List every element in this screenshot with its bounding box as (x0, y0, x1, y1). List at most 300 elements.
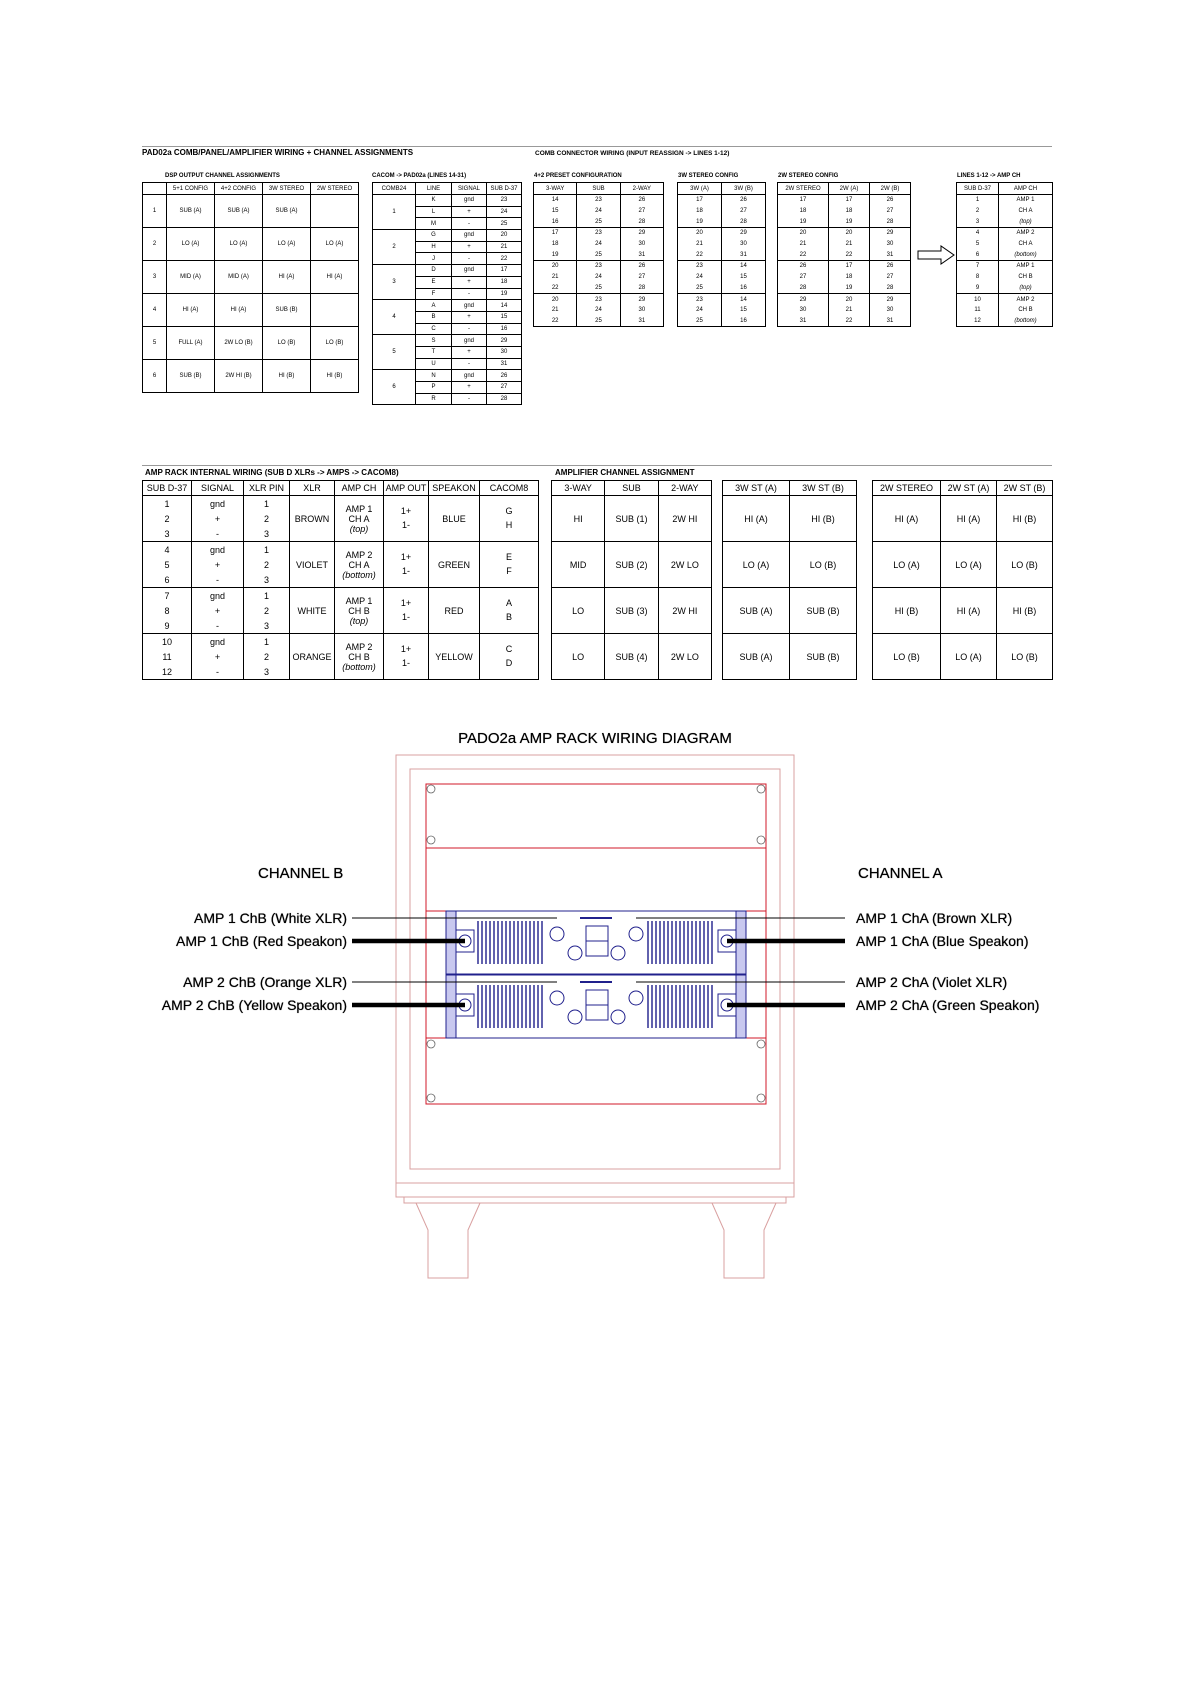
stereo3w-cell: 22 (678, 249, 722, 260)
dsp-cell: MID (A) (167, 261, 215, 294)
stereo2w-cell: 21 (778, 239, 829, 250)
rack-signal: + (192, 649, 244, 664)
cacom-signal: + (452, 346, 487, 358)
stereo3w-cell: 19 (678, 216, 722, 227)
dsp-cell: SUB (A) (167, 195, 215, 228)
cacom-signal: + (452, 241, 487, 253)
cacom-header: SIGNAL (452, 183, 487, 195)
rack-cacom8-line: C (505, 643, 513, 654)
rack-amp-ch-line: AMP 2 (345, 641, 373, 652)
rack-cacom8-line: F (506, 565, 512, 576)
cacom-title: CACOM -> PAD02a (LINES 14-31) (372, 173, 467, 179)
stereo3w-cell: 25 (678, 316, 722, 327)
cacom-sub-d: 30 (487, 346, 522, 358)
amp-1-xlr-a (629, 927, 643, 941)
rack-cacom8-line: A (505, 597, 512, 608)
rack-sub-d: 2 (143, 511, 192, 526)
dsp-cell: LO (A) (311, 228, 359, 261)
lines-sub-d: 9 (957, 283, 999, 294)
lines-amp-ch: AMP 2 (999, 294, 1053, 305)
amp-assign-header: 3-WAY (552, 481, 605, 496)
cacom-signal: - (452, 288, 487, 300)
rack-xlr-pin: 1 (244, 588, 290, 604)
stereo3w-cell: 31 (722, 249, 766, 260)
cacom-signal: + (452, 311, 487, 323)
cacom-header: COMB24 (373, 183, 416, 195)
amp-assign-cell: SUB (B) (790, 634, 857, 680)
stereo2w-cell: 22 (778, 249, 829, 260)
preset42-cell: 29 (620, 228, 663, 239)
dsp-cell: SUB (A) (215, 195, 263, 228)
dsp-cell: LO (A) (263, 228, 311, 261)
cacom-line: B (416, 311, 452, 323)
stereo2w-cell: 20 (778, 228, 829, 239)
rack-speakon-color: YELLOW (429, 634, 480, 680)
rack-screw (427, 1040, 435, 1048)
rack-screw (757, 1094, 765, 1102)
preset42-cell: 22 (534, 283, 577, 294)
preset42-cell: 18 (534, 239, 577, 250)
amp-assign-cell: LO (A) (941, 542, 997, 588)
rack-xlr-pin: 3 (244, 572, 290, 588)
stereo3w-cell: 30 (722, 239, 766, 250)
channel-b-label: CHANNEL B (258, 865, 344, 882)
cacom-line: S (416, 335, 452, 347)
dsp-cell: 2W HI (B) (215, 360, 263, 393)
cacom-line: E (416, 276, 452, 288)
amplifier-2 (446, 975, 746, 1038)
amp-assign-cell: LO (552, 634, 605, 680)
amp-assign-cell: HI (B) (997, 496, 1053, 542)
dsp-cell: HI (B) (311, 360, 359, 393)
rack-screw (757, 836, 765, 844)
rack-amp-out-line: 1- (401, 611, 410, 622)
rack-amp-out-line: 1+ (400, 551, 412, 562)
preset42-cell: 24 (577, 305, 620, 316)
rack-leg-left (416, 1203, 480, 1278)
stereo3w-cell: 29 (722, 228, 766, 239)
preset42-cell: 30 (620, 239, 663, 250)
stereo2w-cell: 29 (870, 228, 911, 239)
stereo2w-cell: 29 (870, 294, 911, 305)
cacom-signal: + (452, 206, 487, 218)
cacom-signal: gnd (452, 195, 487, 207)
rack-cacom8-line: B (505, 611, 512, 622)
preset42-cell: 17 (534, 228, 577, 239)
cacom-signal: - (452, 323, 487, 335)
stereo2w-cell: 28 (778, 283, 829, 294)
amp-1-xlr-b (550, 927, 564, 941)
rack-amp-ch-line: (bottom) (342, 569, 376, 580)
stereo2w-cell: 19 (829, 283, 870, 294)
amp-1-heatsink-right (648, 921, 712, 964)
rack-sub-d: 7 (143, 588, 192, 604)
rack-cacom8-line: E (505, 551, 512, 562)
rack-amp-ch-line: (bottom) (342, 661, 376, 672)
channel-a-label: CHANNEL A (858, 865, 943, 882)
rack-amp-ch-line: (top) (349, 615, 369, 626)
preset42-cell: 16 (534, 216, 577, 227)
stereo2w-cell: 31 (778, 316, 829, 327)
comb-wiring-title: COMB CONNECTOR WIRING (INPUT REASSIGN -> LINES 1-12) (535, 150, 730, 157)
rack-amp-ch-line: CH B (348, 605, 370, 616)
rack-xlr-pin: 2 (244, 511, 290, 526)
stereo3w-cell: 24 (678, 305, 722, 316)
cacom-line: F (416, 288, 452, 300)
rack-screw (757, 785, 765, 793)
cacom-line: R (416, 393, 452, 405)
preset42-cell: 14 (534, 195, 577, 206)
amp-assign-cell: SUB (3) (605, 588, 658, 634)
preset42-cell: 31 (620, 316, 663, 327)
cacom-sub-d: 31 (487, 358, 522, 370)
amp-assign-cell: SUB (A) (723, 634, 790, 680)
rack-xlr-color: BROWN (290, 496, 335, 542)
rack-signal: - (192, 664, 244, 680)
amp-assign-cell: LO (A) (723, 542, 790, 588)
preset42-cell: 24 (577, 272, 620, 283)
rack-xlr-pin: 2 (244, 603, 290, 618)
stereo3w-cell: 17 (678, 195, 722, 206)
rack-amp-ch-line: CH A (348, 513, 370, 524)
lines-amp-ch: (top) (999, 283, 1053, 294)
rack-sub-d: 5 (143, 557, 192, 572)
dsp-row-number: 1 (143, 195, 167, 228)
cacom-sub-d: 21 (487, 241, 522, 253)
cacom-line: P (416, 382, 452, 394)
rack-amp-out-line: 1+ (400, 505, 412, 516)
amp-assign-header: SUB (605, 481, 658, 496)
amp-assign-cell: HI (B) (997, 588, 1053, 634)
stereo3w-cell: 27 (722, 206, 766, 217)
stereo2w-cell: 18 (829, 272, 870, 283)
amp-assign-cell: LO (A) (941, 634, 997, 680)
amp-assign-cell: LO (B) (873, 634, 941, 680)
cacom-signal: - (452, 218, 487, 230)
preset42-cell: 25 (577, 249, 620, 260)
amp-assign-cell: 2W LO (658, 542, 711, 588)
cacom-line: G (416, 230, 452, 242)
preset42-cell: 29 (620, 294, 663, 305)
rack-header: AMP CH (335, 481, 384, 496)
stereo-3w-header: 3W (B) (722, 183, 766, 195)
stereo3w-cell: 15 (722, 305, 766, 316)
rack-header: XLR PIN (244, 481, 290, 496)
stereo2w-cell: 26 (778, 261, 829, 272)
cacom-line: J (416, 253, 452, 265)
stereo-3w-header: 3W (A) (678, 183, 722, 195)
cacom-sub-d: 20 (487, 230, 522, 242)
lines-sub-d: 5 (957, 239, 999, 250)
cacom-signal: gnd (452, 300, 487, 312)
diagram-title: PADO2a AMP RACK WIRING DIAGRAM (458, 730, 732, 747)
rack-sub-d: 4 (143, 542, 192, 558)
rack-signal: gnd (192, 588, 244, 604)
rack-wiring-title: AMP RACK INTERNAL WIRING (SUB D XLRs -> AMPS -> CACOM8) (145, 468, 399, 477)
stereo3w-cell: 23 (678, 294, 722, 305)
preset42-cell: 22 (534, 316, 577, 327)
rack-amp-ch-line: AMP 2 (345, 549, 373, 560)
dsp-cell: LO (A) (167, 228, 215, 261)
amp-assign-cell: HI (A) (723, 496, 790, 542)
cacom-signal: gnd (452, 265, 487, 277)
rack-xlr-pin: 1 (244, 542, 290, 558)
rack-base-lip (404, 1197, 786, 1203)
amp-assign-header: 3W ST (A) (723, 481, 790, 496)
rack-leg-right (712, 1203, 776, 1278)
rack-header: SUB D-37 (143, 481, 192, 496)
rack-cacom8-line: G (505, 505, 513, 516)
preset42-cell: 24 (577, 239, 620, 250)
cacom-comb-number: 1 (373, 195, 416, 230)
rack-header: SPEAKON (429, 481, 480, 496)
rack-amp-out-line: 1+ (400, 597, 412, 608)
lines-sub-d: 8 (957, 272, 999, 283)
stereo2w-cell: 27 (778, 272, 829, 283)
lines-header: AMP CH (999, 183, 1053, 195)
dsp-cell: SUB (A) (263, 195, 311, 228)
rack-cacom8-line: D (505, 657, 513, 668)
cacom-signal: gnd (452, 370, 487, 382)
rack-header: XLR (290, 481, 335, 496)
rack-sub-d: 8 (143, 603, 192, 618)
preset42-cell: 28 (620, 283, 663, 294)
stereo-2w-title: 2W STEREO CONFIG (778, 173, 839, 179)
stereo3w-cell: 16 (722, 316, 766, 327)
stereo2w-cell: 19 (829, 216, 870, 227)
dsp-cell: HI (B) (263, 360, 311, 393)
rack-xlr-pin: 3 (244, 618, 290, 634)
stereo2w-cell: 26 (870, 195, 911, 206)
rack-signal: - (192, 526, 244, 542)
lines-sub-d: 3 (957, 216, 999, 227)
dsp-cell: LO (B) (311, 327, 359, 360)
rack-signal: + (192, 511, 244, 526)
stereo2w-cell: 20 (829, 294, 870, 305)
main-title: PAD02a COMB/PANEL/AMPLIFIER WIRING + CHANNEL ASSIGNMENTS (142, 148, 414, 157)
cacom-line: N (416, 370, 452, 382)
dsp-cell: LO (B) (263, 327, 311, 360)
cacom-sub-d: 18 (487, 276, 522, 288)
cacom-sub-d: 17 (487, 265, 522, 277)
lines-amp-ch: AMP 2 (999, 228, 1053, 239)
stereo2w-cell: 30 (870, 239, 911, 250)
cacom-sub-d: 16 (487, 323, 522, 335)
stereo3w-cell: 21 (678, 239, 722, 250)
cacom-line: H (416, 241, 452, 253)
rack-signal: + (192, 557, 244, 572)
cacom-signal: - (452, 358, 487, 370)
preset42-cell: 21 (534, 305, 577, 316)
amp-2-heatsink-right (648, 985, 712, 1028)
amp-assign-header: 2W STEREO (873, 481, 941, 496)
rack-sub-d: 12 (143, 664, 192, 680)
rack-speakon-color: BLUE (429, 496, 480, 542)
preset42-cell: 27 (620, 206, 663, 217)
stereo2w-cell: 17 (829, 261, 870, 272)
stereo2w-cell: 19 (778, 216, 829, 227)
cacom-signal: - (452, 393, 487, 405)
cacom-sub-d: 25 (487, 218, 522, 230)
stereo3w-cell: 18 (678, 206, 722, 217)
stereo2w-cell: 28 (870, 283, 911, 294)
lines-amp-ch: AMP 1 (999, 261, 1053, 272)
stereo2w-cell: 17 (778, 195, 829, 206)
rack-amp-ch-line: AMP 1 (345, 503, 373, 514)
stereo-2w-header: 2W STEREO (778, 183, 829, 195)
stereo3w-cell: 15 (722, 272, 766, 283)
rack-sub-d: 1 (143, 496, 192, 512)
rack-xlr-color: WHITE (290, 588, 335, 634)
rack-xlr-pin: 1 (244, 496, 290, 512)
dsp-row-number: 6 (143, 360, 167, 393)
rack-screw (427, 785, 435, 793)
rack-amp-out-line: 1+ (400, 643, 412, 654)
rack-xlr-pin: 1 (244, 634, 290, 650)
right-label: AMP 2 ChA (Violet XLR) (856, 974, 1008, 990)
preset42-cell: 27 (620, 272, 663, 283)
amp-assign-cell: 2W HI (658, 496, 711, 542)
rack-sub-d: 6 (143, 572, 192, 588)
cacom-signal: + (452, 276, 487, 288)
amp-assign-cell: HI (B) (873, 588, 941, 634)
rack-cacom8-line: H (505, 519, 513, 530)
amp-assign-cell: HI (552, 496, 605, 542)
amp-assign-cell: SUB (A) (723, 588, 790, 634)
cacom-signal: - (452, 253, 487, 265)
rack-xlr-pin: 3 (244, 526, 290, 542)
stereo2w-cell: 28 (870, 216, 911, 227)
amp-assign-header: 2W ST (A) (941, 481, 997, 496)
rack-sub-d: 10 (143, 634, 192, 650)
left-label: AMP 1 ChB (White XLR) (193, 910, 347, 926)
cacom-comb-number: 3 (373, 265, 416, 300)
rack-signal: - (192, 618, 244, 634)
preset42-cell: 25 (577, 216, 620, 227)
lines-sub-d: 12 (957, 316, 999, 327)
lines-sub-d: 6 (957, 249, 999, 260)
cacom-line: M (416, 218, 452, 230)
rack-speakon-color: RED (429, 588, 480, 634)
cacom-line: L (416, 206, 452, 218)
preset42-cell: 30 (620, 305, 663, 316)
amp-assign-cell: MID (552, 542, 605, 588)
dsp-title: DSP OUTPUT CHANNEL ASSIGNMENTS (165, 173, 280, 179)
stereo2w-cell: 22 (829, 316, 870, 327)
amp-2-xlr-a (629, 991, 643, 1005)
stereo2w-cell: 18 (829, 206, 870, 217)
stereo2w-cell: 29 (778, 294, 829, 305)
rack-sub-d: 11 (143, 649, 192, 664)
cacom-sub-d: 19 (487, 288, 522, 300)
lines-header: SUB D-37 (957, 183, 999, 195)
lines-amp-ch: (bottom) (999, 249, 1053, 260)
stereo2w-cell: 31 (870, 249, 911, 260)
cacom-sub-d: 24 (487, 206, 522, 218)
amp-assign-cell: LO (B) (790, 542, 857, 588)
rack-cabinet-inner (410, 769, 780, 1169)
cacom-sub-d: 22 (487, 253, 522, 265)
preset42-cell: 20 (534, 261, 577, 272)
preset42-cell: 31 (620, 249, 663, 260)
rack-amp-ch-line: AMP 1 (345, 595, 373, 606)
rack-header: CACOM8 (480, 481, 539, 496)
amp-assign-cell: HI (A) (941, 588, 997, 634)
rack-amp-out-line: 1- (401, 565, 410, 576)
dsp-cell: HI (A) (311, 261, 359, 294)
dsp-header: 3W STEREO (263, 183, 311, 195)
cacom-sub-d: 15 (487, 311, 522, 323)
stereo3w-cell: 24 (678, 272, 722, 283)
cacom-header: LINE (416, 183, 452, 195)
lines-sub-d: 11 (957, 305, 999, 316)
amp-assign-cell: SUB (2) (605, 542, 658, 588)
lines-amp-ch: CH A (999, 239, 1053, 250)
lines-sub-d: 2 (957, 206, 999, 217)
right-label: AMP 2 ChA (Green Speakon) (856, 997, 1040, 1013)
stereo-2w-header: 2W (B) (870, 183, 911, 195)
preset42-cell: 23 (577, 261, 620, 272)
lines-amp-ch: CH B (999, 272, 1053, 283)
cacom-comb-number: 2 (373, 230, 416, 265)
rack-xlr-pin: 3 (244, 664, 290, 680)
cacom-header: SUB D-37 (487, 183, 522, 195)
rack-header: AMP OUT (384, 481, 429, 496)
amp-assign-cell: 2W LO (658, 634, 711, 680)
dsp-cell: HI (A) (167, 294, 215, 327)
stereo3w-cell: 16 (722, 283, 766, 294)
cacom-line: A (416, 300, 452, 312)
stereo2w-cell: 27 (870, 206, 911, 217)
stereo3w-cell: 20 (678, 228, 722, 239)
lines-sub-d: 4 (957, 228, 999, 239)
dsp-cell: FULL (A) (167, 327, 215, 360)
cacom-comb-number: 5 (373, 335, 416, 370)
amp-assign-cell: LO (B) (997, 634, 1053, 680)
preset-42-header: SUB (577, 183, 620, 195)
amp-assign-cell: 2W HI (658, 588, 711, 634)
dsp-row-number: 5 (143, 327, 167, 360)
rack-xlr-pin: 2 (244, 557, 290, 572)
dsp-cell: SUB (B) (167, 360, 215, 393)
cacom-sub-d: 28 (487, 393, 522, 405)
rack-xlr-color: VIOLET (290, 542, 335, 588)
amp-assign-cell: HI (A) (873, 496, 941, 542)
cacom-line: U (416, 358, 452, 370)
amp-2-xlr-b (550, 991, 564, 1005)
lines-sub-d: 10 (957, 294, 999, 305)
stereo2w-cell: 27 (870, 272, 911, 283)
dsp-cell: HI (A) (215, 294, 263, 327)
stereo-2w-header: 2W (A) (829, 183, 870, 195)
amp-assign-cell: LO (552, 588, 605, 634)
amp-assign-cell: HI (A) (941, 496, 997, 542)
preset42-cell: 26 (620, 195, 663, 206)
rack-xlr-pin: 2 (244, 649, 290, 664)
amp-assign-cell: LO (B) (997, 542, 1053, 588)
preset42-cell: 24 (577, 206, 620, 217)
rack-signal: gnd (192, 542, 244, 558)
dsp-cell: HI (A) (263, 261, 311, 294)
dsp-header: 5+1 CONFIG (167, 183, 215, 195)
rack-sub-d: 9 (143, 618, 192, 634)
preset42-cell: 23 (577, 228, 620, 239)
amp-assign-header: 3W ST (B) (790, 481, 857, 496)
lines-title: LINES 1-12 -> AMP CH (957, 173, 1021, 179)
stereo2w-cell: 21 (829, 239, 870, 250)
preset-42-header: 3-WAY (534, 183, 577, 195)
amp-assign-cell: HI (B) (790, 496, 857, 542)
